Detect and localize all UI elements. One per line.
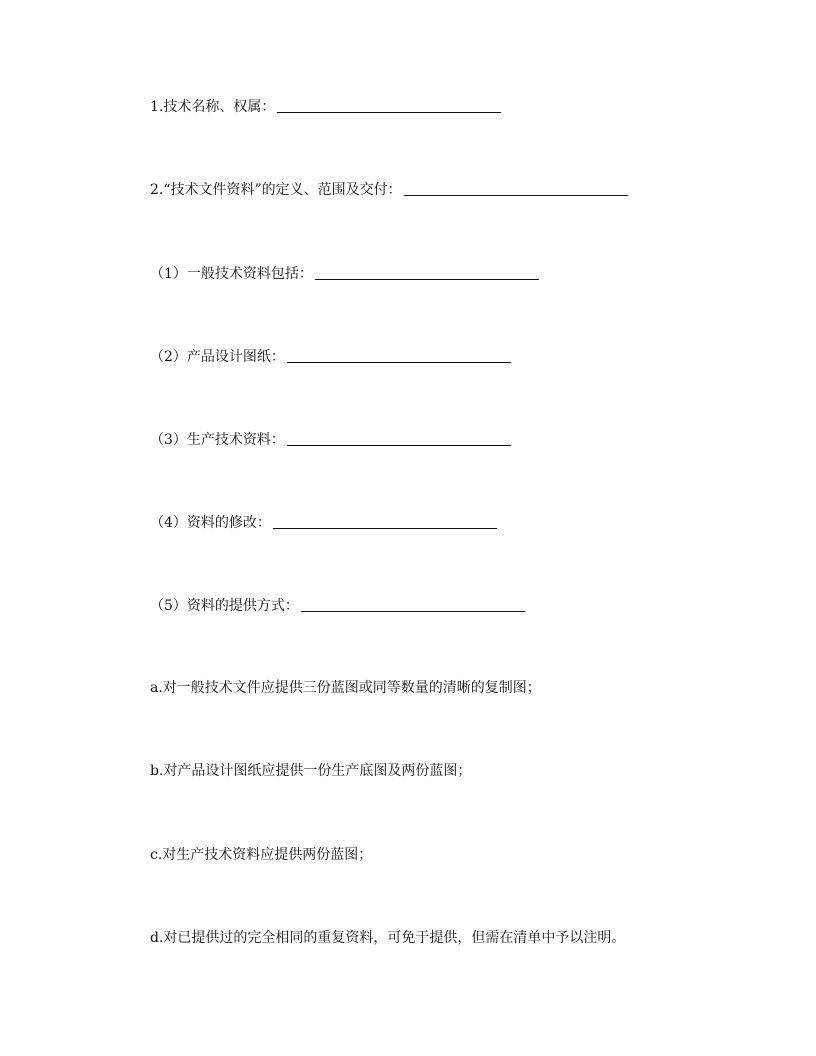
- fill-in-blank[interactable]: [301, 597, 525, 612]
- fill-in-blank[interactable]: [277, 98, 501, 113]
- item-label: （1）一般技术资料包括：: [150, 266, 313, 282]
- item-product-design-drawings: [150, 347, 511, 367]
- clause-text: c.对生产技术资料应提供两份蓝图；: [150, 847, 373, 863]
- fill-in-blank[interactable]: [287, 348, 511, 363]
- item-production-technical-docs: [150, 430, 511, 450]
- clause-c: [150, 845, 372, 865]
- fill-in-blank[interactable]: [273, 514, 497, 529]
- clause-text: d.对已提供过的完全相同的重复资料，可免于提供，但需在清单中予以注明。: [150, 930, 626, 946]
- item-label: （3）生产技术资料：: [150, 432, 285, 448]
- item-label: 1.技术名称、权属：: [150, 99, 276, 115]
- item-docs-modification: [150, 513, 497, 533]
- clause-a: [150, 678, 541, 698]
- item-label: 2.“技术文件资料”的定义、范围及交付：: [150, 182, 402, 198]
- clause-text: a.对一般技术文件应提供三份蓝图或同等数量的清晰的复制图；: [150, 680, 541, 696]
- item-label: （2）产品设计图纸：: [150, 349, 285, 365]
- item-label: （4）资料的修改：: [150, 515, 271, 531]
- item-general-technical-docs: [150, 264, 539, 284]
- item-technical-docs-definition: [150, 180, 628, 200]
- clause-text: b.对产品设计图纸应提供一份生产底图及两份蓝图；: [150, 763, 472, 779]
- fill-in-blank[interactable]: [315, 265, 539, 280]
- clause-b: [150, 761, 471, 781]
- item-docs-delivery-method: [150, 596, 525, 616]
- fill-in-blank[interactable]: [287, 431, 511, 446]
- item-technology-name-ownership: [150, 97, 501, 117]
- clause-d: [150, 928, 625, 948]
- fill-in-blank[interactable]: [404, 181, 628, 196]
- item-label: （5）资料的提供方式：: [150, 598, 299, 614]
